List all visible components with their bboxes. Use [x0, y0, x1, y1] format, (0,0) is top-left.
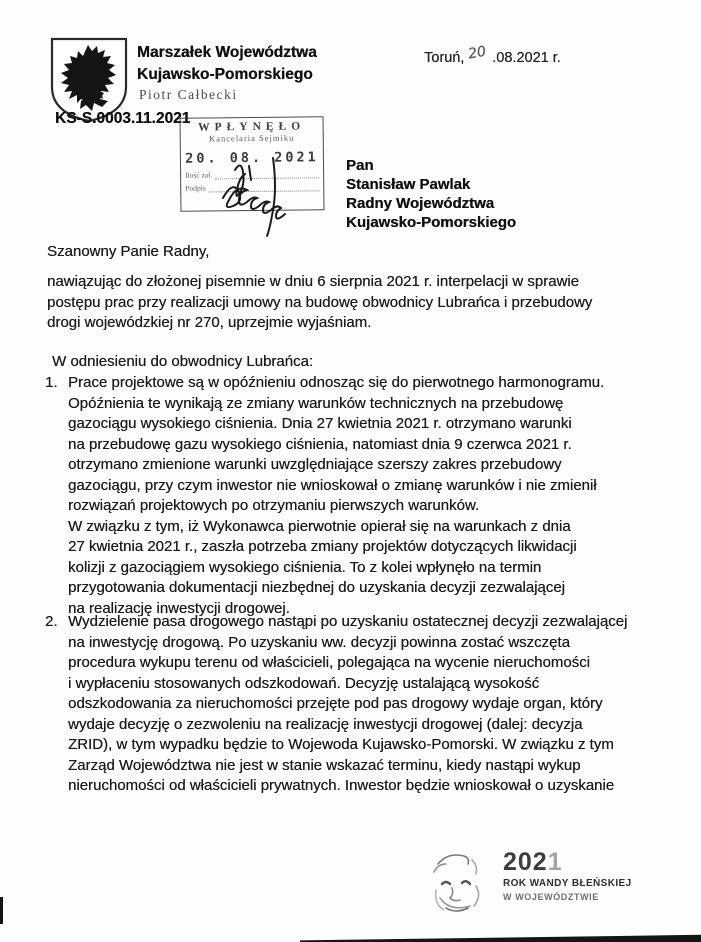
scan-edge-bottom [300, 934, 701, 942]
text-line: nieruchomości od właścicieli prywatnych. Inwestor będzie wnioskował o uzyskanie [68, 777, 615, 794]
stamp-subtitle: Kancelaria Sejmiku [209, 132, 295, 144]
text-line: postępu prac przy realizacji umowy na budowę obwodnicy Lubrańca i przebudowy [47, 293, 593, 311]
text-line: ZRID), w tym wypadku będzie to Wojewoda Kujawsko-Pomorski. W związku z tym [68, 736, 614, 753]
footer-year [503, 849, 632, 875]
signature-blank-line [209, 183, 320, 192]
recipient-salutation: Pan [346, 157, 374, 174]
place-and-date [424, 43, 561, 66]
intro-paragraph [47, 272, 592, 334]
footer-logo-line-2: W WOJEWÓDZTWIE [503, 892, 599, 902]
text-line: Zarząd Województwa nie jest w stanie wskazać terminu, kiedy nastąpi wykup [68, 756, 581, 774]
greeting: Szanowny Panie Radny, [47, 243, 210, 260]
text-line: przygotowania dokumentacji niezbędnej do uzyskania decyzji zezwalającej [68, 579, 565, 596]
text-line: i wypłaceniu stosowanych odszkodowań. Decyzję ustalającą wysokość [68, 674, 540, 692]
recipient-name: Stanisław Pawlak [346, 176, 471, 193]
recipient-title-2: Kujawsko-Pomorskiego [346, 214, 517, 231]
list-text-2 [68, 612, 695, 797]
scan-edge-left [0, 897, 3, 924]
text-line: procedura wykupu terenu od właścicieli, polegająca na wycenie nieruchomości [68, 654, 590, 671]
text-line: na inwestycję drogową. Po uzyskaniu ww. decyzji powinna zostać wszczęta [68, 633, 570, 651]
text-line: gazociągu, przy czym inwestor nie wnioskował o zmianę warunków i nie zmienił [68, 476, 597, 494]
footer-logo-line-1: ROK WANDY BŁEŃSKIEJ [503, 878, 632, 889]
text-line: W związku z tym, iż Wykonawca pierwotnie opierał się na warunkach z dnia [68, 517, 571, 535]
list-item-2 [45, 612, 695, 797]
text-line: Wydzielenie pasa drogowego nastąpi po uzyskaniu ostatecznej decyzji zezwalającej [68, 613, 628, 630]
text-line: otrzymano zmienione warunki uwzględniające szerszy zakres przebudowy [68, 456, 562, 473]
date-rest: .08.2021 r. [492, 50, 561, 66]
signatory-name: Piotr Całbecki [139, 87, 238, 102]
text-line: rozwiązań projektowych po otrzymaniu pierwszych warunków. [68, 497, 480, 514]
list-item-1 [45, 373, 685, 619]
attachments-blank-line [215, 170, 319, 179]
portrait-sketch-icon [428, 850, 492, 916]
list-number-2: 2. [45, 613, 58, 630]
text-line: kolizji z gazociągiem wysokiego ciśnienia. To z kolei wpłynęło na termin [68, 558, 542, 576]
handwritten-day: 20 [467, 43, 488, 63]
office-line-2: Kujawsko-Pomorskiego [137, 65, 313, 83]
signature-label: Podpis [185, 183, 206, 193]
text-line: 27 kwietnia 2021 r., zaszła potrzeba zmiany projektów dotyczących likwidacji [68, 538, 577, 555]
attachments-label: Ilość zał. [185, 170, 213, 180]
text-line: na przebudowę gazu wysokiego ciśnienia, natomiast dnia 9 czerwca 2021 r. [68, 435, 572, 453]
text-line: Prace projektowe są w opóźnieniu odnosząc się do pierwotnego harmonogramu. [68, 374, 605, 391]
text-line: odszkodowania za nieruchomości przejęte pod pas drogowy wydaje organ, który [68, 695, 603, 712]
stamp-title: WPŁYNĘŁO [198, 120, 306, 134]
recipient-title-1: Radny Województwa [346, 195, 495, 212]
recipient-block [346, 156, 516, 232]
stamp-signature-row [185, 182, 319, 192]
text-line: drogi wojewódzkiej nr 270, uprzejmie wyjaśniam. [47, 314, 372, 331]
reference-number: KS-S.0003.11.2021 [55, 110, 191, 127]
received-stamp [180, 116, 325, 212]
list-text-1 [68, 373, 685, 619]
list-number-1: 1. [45, 374, 58, 391]
section-heading: W odniesieniu do obwodnicy Lubrańca: [52, 353, 313, 370]
place-label: Toruń, [424, 50, 465, 66]
stamp-date: 20. 08. 2021 [185, 149, 319, 167]
office-line-1: Marszałek Województwa [137, 44, 317, 61]
stamp-attachments-row [185, 169, 319, 179]
text-line: na realizację inwestycji drogowej. [68, 599, 290, 617]
footer-year-bold: 202 [503, 848, 548, 876]
text-line: Opóźnienia te wynikają ze zmiany warunków technicznych na przebudowę [68, 394, 564, 412]
footer-year-light: 1 [547, 848, 563, 876]
letterhead-office [137, 42, 317, 85]
text-line: gazociągu wysokiego ciśnienia. Dnia 27 kwietnia 2021 r. otrzymano warunki [68, 415, 572, 432]
text-line: nawiązując do złożonej pisemnie w dniu 6 sierpnia 2021 r. interpelacji w sprawie [47, 273, 579, 290]
footer-logo-text [503, 849, 632, 902]
text-line: wydaje decyzję o zezwoleniu na realizację inwestycji drogowej (dalej: decyzja [68, 715, 583, 733]
